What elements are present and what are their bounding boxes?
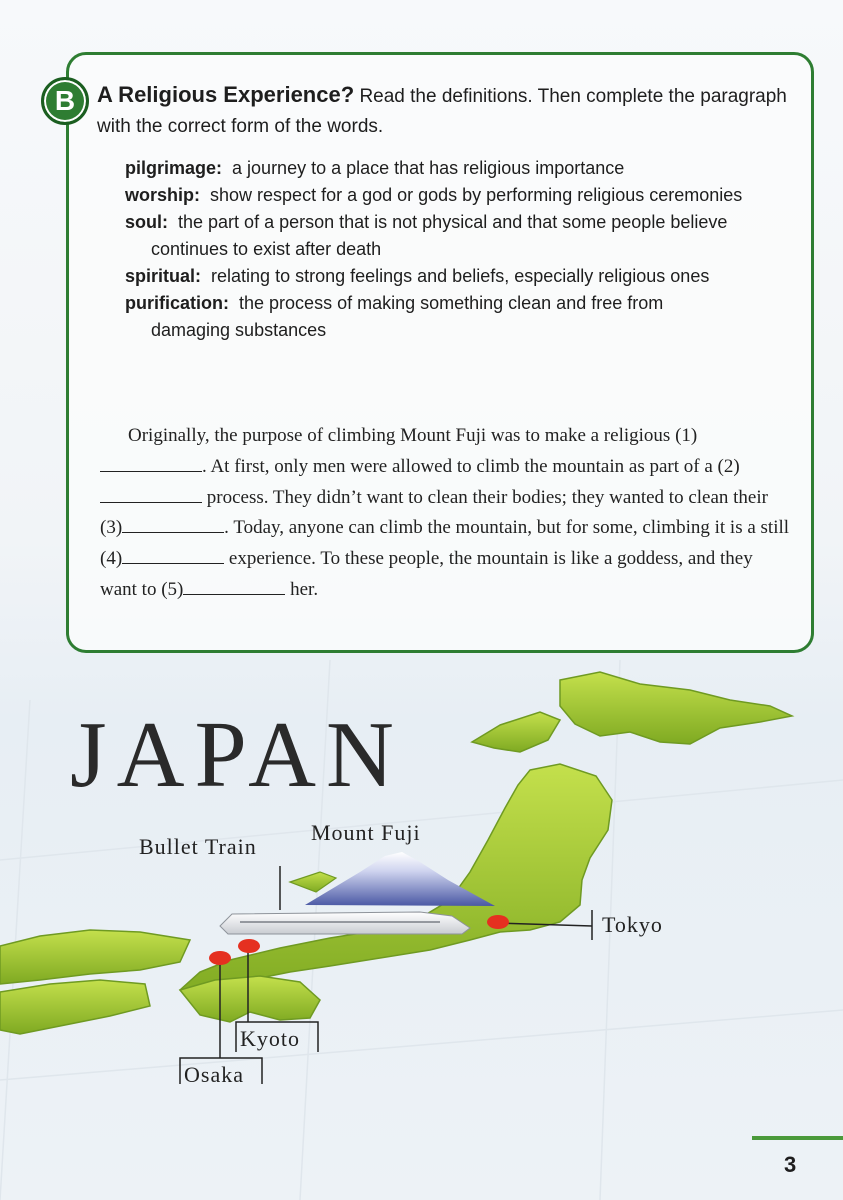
kyoto-dot: [238, 939, 260, 953]
definition-term: worship:: [125, 185, 200, 205]
definition-item: [125, 155, 745, 182]
paragraph-text: . At first, only men were allowed to climb the mountain as part of a: [202, 455, 713, 477]
definitions-list: [125, 155, 745, 344]
blank-number: (2): [717, 455, 740, 477]
definition-term: pilgrimage:: [125, 158, 223, 178]
definition-meaning: the process of making something clean and free from damaging substances: [151, 293, 664, 340]
definition-meaning: show respect for a god or gods by performing religious ceremonies: [210, 185, 743, 205]
blank-number: (3): [100, 517, 123, 539]
definition-meaning: relating to strong feelings and beliefs, especially religious ones: [211, 266, 710, 286]
paragraph-text: process. They didn’t want to clean their bodies; they wanted to clean their: [206, 486, 768, 508]
tokyo-dot: [487, 915, 509, 929]
paragraph-text: Originally, the purpose of climbing Mount Fuji was to make a religious: [128, 425, 671, 446]
definition-term: spiritual:: [125, 266, 202, 286]
answer-blank-3[interactable]: [122, 531, 224, 533]
paragraph-text: . Today, anyone can climb the mountain, but for some, climbing it is a still: [224, 517, 790, 539]
page-rule: [752, 1136, 843, 1140]
page-number: 3: [784, 1152, 797, 1177]
exercise-title: A Religious Experience?: [97, 82, 355, 107]
map-title: JAPAN: [70, 703, 404, 807]
cloze-paragraph: [100, 421, 790, 606]
tokyo-label: Tokyo: [602, 912, 663, 937]
bullet-train-label: Bullet Train: [139, 834, 257, 859]
osaka-label: Osaka: [184, 1062, 244, 1087]
answer-blank-4[interactable]: [122, 562, 224, 564]
definition-item: [125, 263, 745, 290]
definition-item: [125, 209, 745, 263]
shikoku-island: [0, 980, 150, 1034]
mount-fuji-label: Mount Fuji: [311, 820, 421, 845]
blank-number: (4): [100, 548, 123, 570]
paragraph-text: experience. To these people, the mountain is like a goddess, and they want to: [100, 548, 753, 600]
answer-blank-5[interactable]: [183, 593, 285, 595]
small-island: [290, 872, 336, 892]
western-island: [0, 930, 190, 984]
definition-term: soul:: [125, 212, 168, 232]
exercise-instructions: Read the definitions. Then complete the paragraph with the correct form of the words.: [97, 86, 787, 137]
blank-number: (1): [675, 425, 698, 446]
exercise-badge: B: [41, 77, 89, 125]
osaka-dot: [209, 951, 231, 965]
hokkaido-tail: [472, 712, 560, 752]
definition-term: purification:: [125, 293, 229, 313]
kyoto-label: Kyoto: [240, 1026, 300, 1051]
answer-blank-1[interactable]: [100, 470, 202, 472]
definition-meaning: a journey to a place that has religious importance: [232, 158, 625, 178]
hokkaido-island: [560, 672, 792, 744]
definition-item: [125, 290, 745, 344]
definition-meaning: the part of a person that is not physical and that some people believe continues to exist after death: [151, 212, 728, 259]
blank-number: (5): [161, 578, 184, 600]
answer-blank-2[interactable]: [100, 501, 202, 503]
definition-item: [125, 182, 745, 209]
bullet-train-illustration: [220, 912, 470, 934]
exercise-heading: [97, 80, 787, 142]
paragraph-text: her.: [290, 578, 319, 600]
